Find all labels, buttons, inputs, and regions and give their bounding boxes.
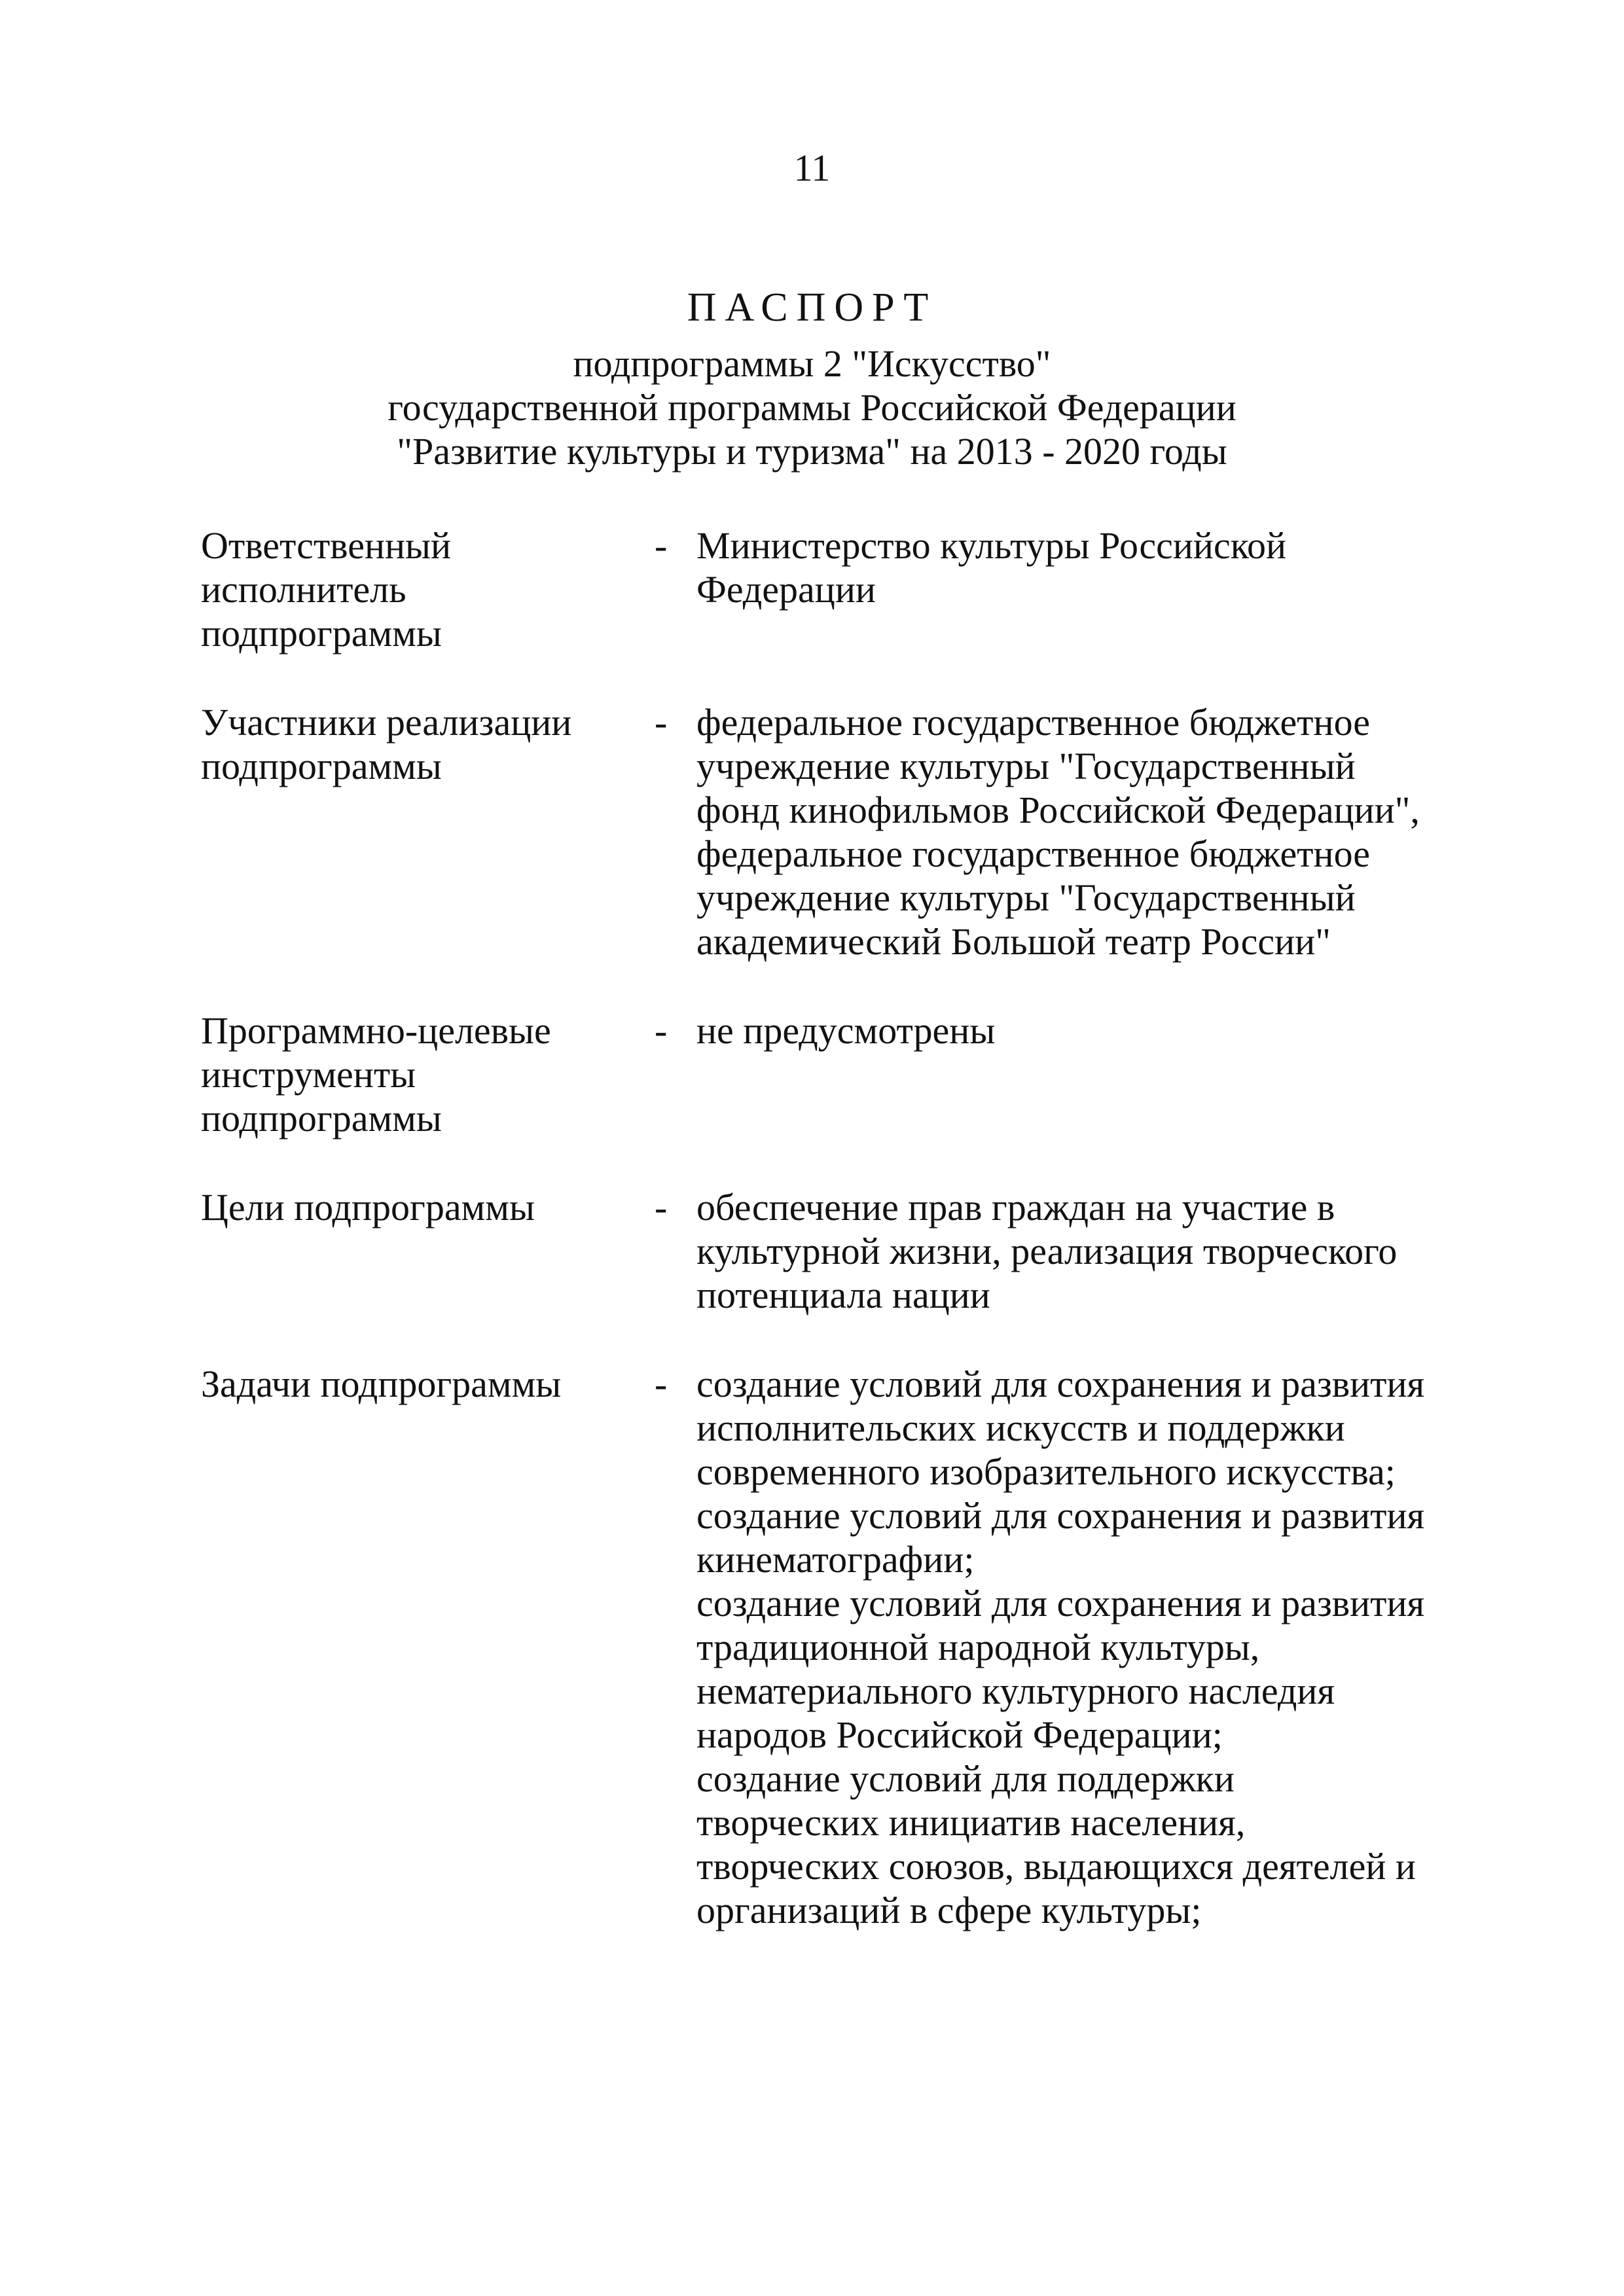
subtitle-line-3: "Развитие культуры и туризма" на 2013 - 2020 годы [397, 430, 1227, 473]
field-label-line: Участники реализации [201, 701, 572, 744]
subtitle-line-2: государственной программы Российской Федерации [388, 386, 1236, 429]
field-label-line: Цели подпрограммы [201, 1186, 535, 1229]
field-value [696, 1185, 1469, 1317]
field-label-line: Ответственный [201, 524, 452, 567]
field-value-line: создание условий для поддержки [696, 1757, 1235, 1800]
field-value-line: творческих союзов, выдающихся деятелей и [696, 1845, 1416, 1888]
field-label-line: Задачи подпрограммы [201, 1363, 562, 1405]
field-value-line: создание условий для сохранения и развития [696, 1363, 1425, 1405]
field-value-line: кинематографии; [696, 1538, 975, 1581]
field-value [696, 700, 1469, 963]
field-label-line: исполнитель [201, 568, 406, 611]
field-label [201, 1009, 633, 1140]
field-value-line: федеральное государственное бюджетное [696, 701, 1371, 744]
field-label [201, 1362, 633, 1406]
field-value [696, 1009, 1469, 1052]
field-value-line: федеральное государственное бюджетное [696, 833, 1371, 875]
field-label-line: подпрограммы [201, 745, 442, 787]
field-label [201, 700, 633, 788]
field-label-line: подпрограммы [201, 612, 442, 655]
field-dash: - [655, 1186, 668, 1229]
page-number: 11 [793, 147, 831, 189]
document-title: ПАСПОРТ [687, 285, 937, 330]
field-label [201, 524, 633, 655]
field-value [696, 524, 1469, 611]
subtitle-line-1: подпрограммы 2 "Искусство" [573, 342, 1051, 385]
field-value-line: Министерство культуры Российской [696, 524, 1286, 567]
field-label-line: инструменты [201, 1053, 416, 1096]
field-value-line: современного изобразительного искусства; [696, 1450, 1396, 1493]
field-value-line: потенциала нации [696, 1274, 990, 1316]
field-value-line: народов Российской Федерации; [696, 1713, 1223, 1756]
field-dash: - [655, 701, 668, 744]
field-value-line: не предусмотрены [696, 1009, 996, 1052]
field-dash: - [655, 1009, 668, 1052]
field-value [696, 1362, 1469, 1932]
field-value-line: культурной жизни, реализация творческого [696, 1230, 1398, 1272]
field-label [201, 1185, 633, 1229]
field-value-line: исполнительских искусств и поддержки [696, 1407, 1345, 1449]
field-value-line: традиционной народной культуры, [696, 1626, 1260, 1668]
field-value-line: создание условий для сохранения и развития [696, 1494, 1425, 1537]
field-value-line: академический Большой театр России" [696, 920, 1331, 963]
document-subtitle [0, 342, 1624, 473]
field-dash: - [655, 524, 668, 567]
field-value-line: творческих инициатив населения, [696, 1801, 1246, 1844]
field-value-line: фонд кинофильмов Российской Федерации", [696, 789, 1420, 831]
field-value-line: Федерации [696, 568, 876, 611]
field-dash: - [655, 1363, 668, 1405]
field-value-line: организаций в сфере культуры; [696, 1889, 1202, 1931]
field-value-line: обеспечение прав граждан на участие в [696, 1186, 1335, 1229]
field-value-line: учреждение культуры "Государственный [696, 745, 1356, 787]
field-value-line: учреждение культуры "Государственный [696, 876, 1356, 919]
field-label-line: Программно-целевые [201, 1009, 551, 1052]
field-value-line: нематериального культурного наследия [696, 1670, 1335, 1712]
field-label-line: подпрограммы [201, 1097, 442, 1139]
field-value-line: создание условий для сохранения и развития [696, 1582, 1425, 1624]
